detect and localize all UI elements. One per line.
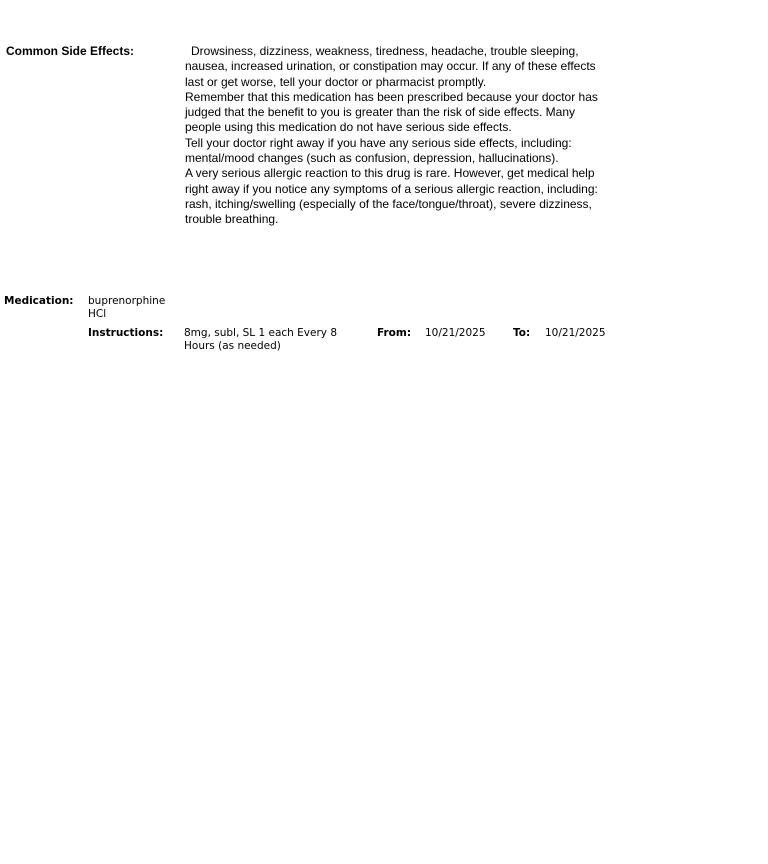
medication-label: Medication: — [4, 295, 74, 307]
from-label: From: — [377, 327, 412, 339]
side-effects-label: Common Side Effects: — [6, 44, 135, 58]
to-label: To: — [513, 327, 531, 339]
from-date: 10/21/2025 — [425, 327, 486, 339]
side-effects-paragraph: A very serious allergic reaction to this drug is rare. However, get medical help right away if you notice any symptoms of a serious allergic reaction, including: rash, itching/swelling (especially of the face/tongue/throat), severe dizziness, trouble breathing. — [185, 166, 598, 227]
side-effects-paragraph: Remember that this medication has been prescribed because your doctor has judged that the benefit to you is greater than the risk of side effects. Many people using this medication do not have serious side effects. — [185, 89, 598, 135]
instructions-label: Instructions: — [88, 327, 164, 339]
to-date: 10/21/2025 — [545, 327, 606, 339]
side-effects-paragraph: Tell your doctor right away if you have any serious side effects, including: mental/mood changes (such as confusion, depression, hallucinations). — [185, 135, 572, 166]
medication-name: buprenorphine HCl — [88, 295, 166, 320]
instructions-value: 8mg, subl, SL 1 each Every 8 Hours (as needed) — [184, 327, 338, 352]
side-effects-paragraph: Drowsiness, dizziness, weakness, tiredness, headache, trouble sleeping, nausea, increased urination, or constipation may occur. If any of these effects last or get worse, tell your doctor or pharmacist promptly. — [185, 44, 596, 89]
side-effects-text — [185, 44, 610, 228]
